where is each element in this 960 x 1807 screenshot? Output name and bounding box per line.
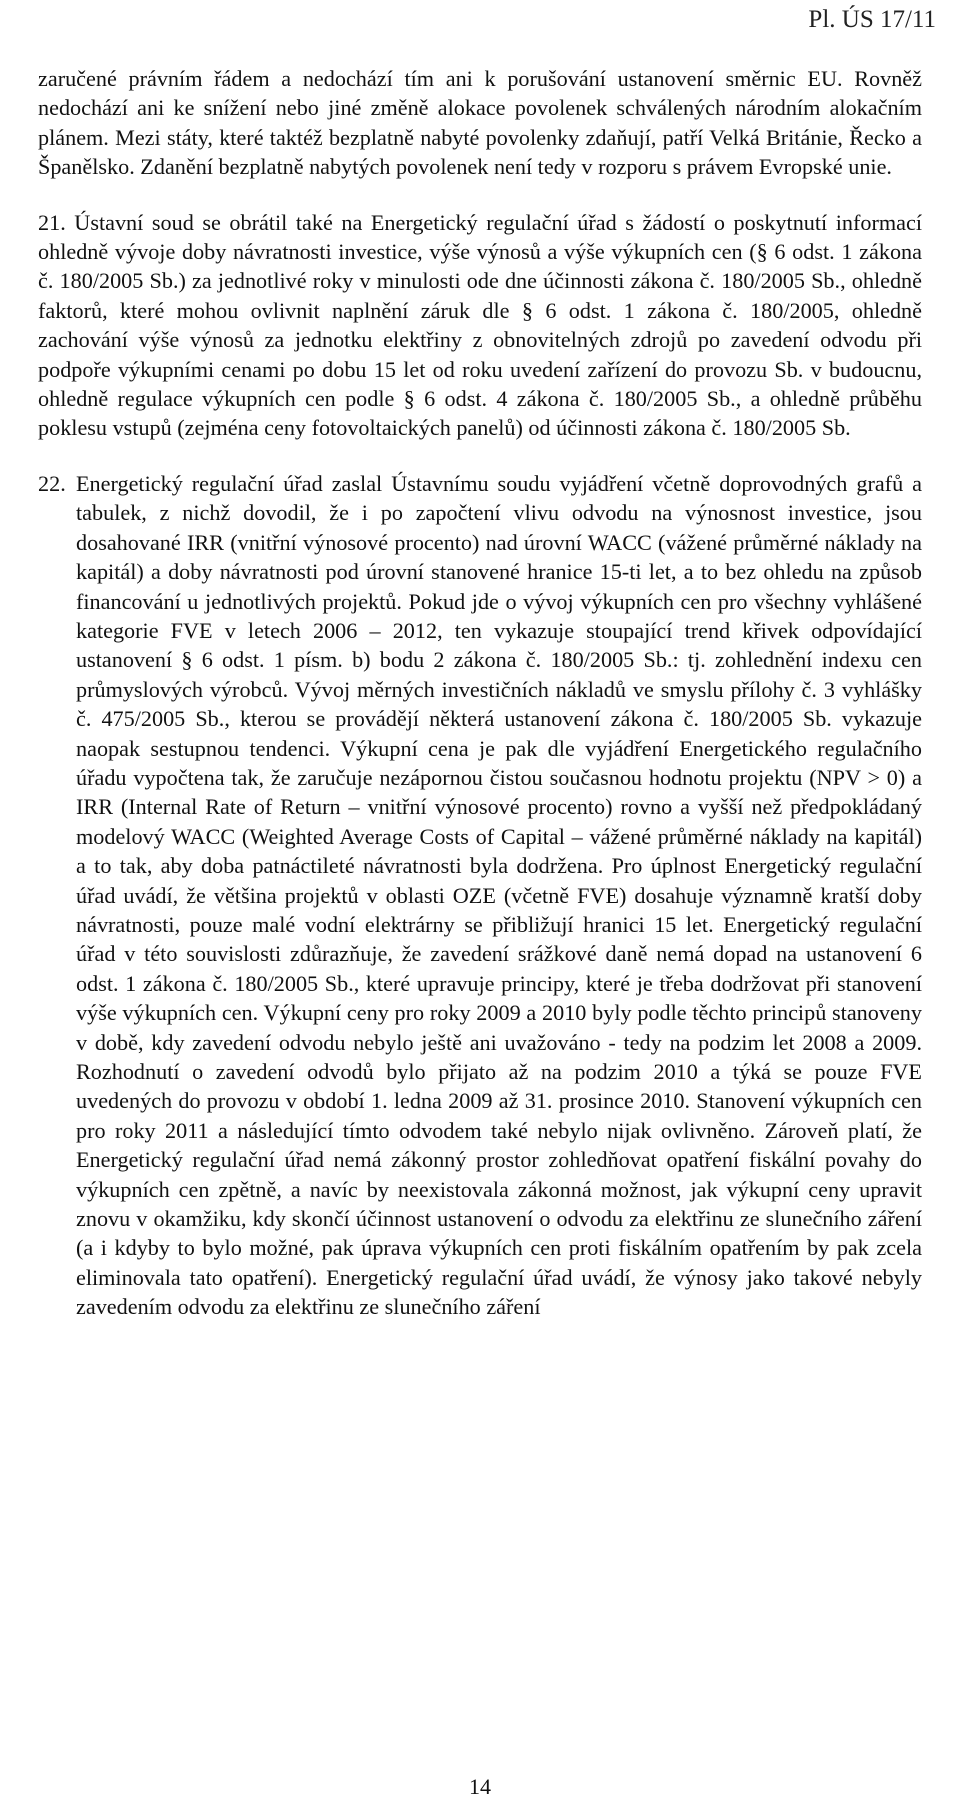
paragraph-continuation xyxy=(38,64,922,182)
paragraph-number: 22. xyxy=(38,470,66,496)
document-reference-header: Pl. ÚS 17/11 xyxy=(808,6,936,33)
paragraph-text: Energetický regulační úřad zaslal Ústavnímu soudu vyjádření včetně doprovodných grafů a tabulek, z nichž dovodil, že i po započtení vlivu odvodu na výnosnost investice, jsou dosahované IRR (vnitřní výnosové procento) nad úrovní WACC (vážené průměrné náklady na kapitál) a doby návratnosti pod úrovní stanovené hranice 15-ti let, a to bez ohledu na způsob financování u jednotlivých projektů. Pokud jde o vývoj výkupních cen pro všechny vyhlášené kategorie FVE v letech 2006 – 2012, ten vykazuje stoupající trend křivek odpovídající ustanovení § 6 odst. 1 písm. b) bodu 2 zákona č. 180/2005 Sb.: tj. zohlednění indexu cen průmyslových výrobců. Vývoj měrných investičních nákladů ve smyslu přílohy č. 3 vyhlášky č. 475/2005 Sb., kterou se provádějí některá ustanovení zákona č. 180/2005 Sb. vykazuje naopak sestupnou tendenci. Výkupní cena je pak dle vyjádření Energetického regulačního úřadu vypočtena tak, že zaručuje nezápornou čistou současnou hodnotu projektu (NPV > 0) a IRR (Internal Rate of Return – vnitřní výnosové procento) rovno a vyšší než předpokládaný modelový WACC (Weighted Average Costs of Capital – vážené průměrné náklady na kapitál) a to tak, aby doba patnáctileté návratnosti byla dodržena. Pro úplnost Energetický regulační úřad uvádí, že většina projektů v oblasti OZE (včetně FVE) dosahuje významně kratší doby návratnosti, pouze malé vodní elektrárny se přibližují hranici 15 let. Energetický regulační úřad v této souvislosti zdůrazňuje, že zavedení srážkové daně nemá dopad na ustanovení 6 odst. 1 zákona č. 180/2005 Sb., které upravuje principy, které je třeba dodržovat při stanovení výše výkupních cen. Výkupní ceny pro roky 2009 a 2010 byly podle těchto principů stanoveny v době, kdy zavedení odvodu nebylo ještě ani uvažováno - tedy na podzim let 2008 a 2009. Rozhodnutí o zavedení odvodů bylo přijato až na podzim 2010 a týká se pouze FVE uvedených do provozu v období 1. ledna 2009 až 31. prosince 2010. Stanovení výkupních cen pro roky 2011 a následující tímto odvodem také nebylo nijak ovlivněno. Zároveň platí, že Energetický regulační úřad nemá zákonný prostor zohledňovat opatření fiskální povahy do výkupních cen zpětně, a navíc by neexistovala zákonná možnost, jak výkupní ceny upravit znovu v okamžiku, kdy skončí účinnost ustanovení o odvodu za elektřinu ze slunečního záření (a i kdyby to bylo možné, pak úprava výkupních cen proti fiskálním opatřením by pak zcela eliminovala tato opatření). Energetický regulační úřad uvádí, že výnosy jako takové nebyly zavedením odvodu za elektřinu ze slunečního záření xyxy=(76,470,922,1320)
page-number: 14 xyxy=(469,1774,491,1799)
document-body xyxy=(38,64,922,1348)
paragraph-text: Ústavní soud se obrátil také na Energetický regulační úřad s žádostí o poskytnutí informací ohledně vývoje doby návratnosti investice, výše výnosů a výše výkupních cen (§ 6 odst. 1 zákona č. 180/2005 Sb.) za jednotlivé roky v minulosti ode dne účinnosti zákona č. 180/2005 Sb., ohledně faktorů, které mohou ovlivnit naplnění záruk dle § 6 odst. 1 zákona č. 180/2005, ohledně zachování výše výnosů za jednotku elektřiny z obnovitelných zdrojů po zavedení odvodu při podpoře výkupními cenami po dobu 15 let od roku uvedení zařízení do provozu Sb. v budoucnu, ohledně regulace výkupních cen podle § 6 odst. 4 zákona č. 180/2005 Sb., a ohledně průběhu poklesu vstupů (zejména ceny fotovoltaických panelů) od účinnosti zákona č. 180/2005 Sb. xyxy=(38,209,923,441)
paragraph-21 xyxy=(38,208,922,443)
paragraph-number: 21. xyxy=(38,209,66,235)
paragraph-text: zaručené právním řádem a nedochází tím ani k porušování ustanovení směrnic EU. Rovněž nedochází ani ke snížení nebo jiné změně alokace povolenek schválených národním alokačním plánem. Mezi státy, které taktéž bezplatně nabyté povolenky zdaňují, patří Velká Británie, Řecko a Španělsko. Zdanění bezplatně nabytých povolenek není tedy v rozporu s právem Evropské unie. xyxy=(38,66,922,180)
paragraph-22 xyxy=(38,469,922,1322)
